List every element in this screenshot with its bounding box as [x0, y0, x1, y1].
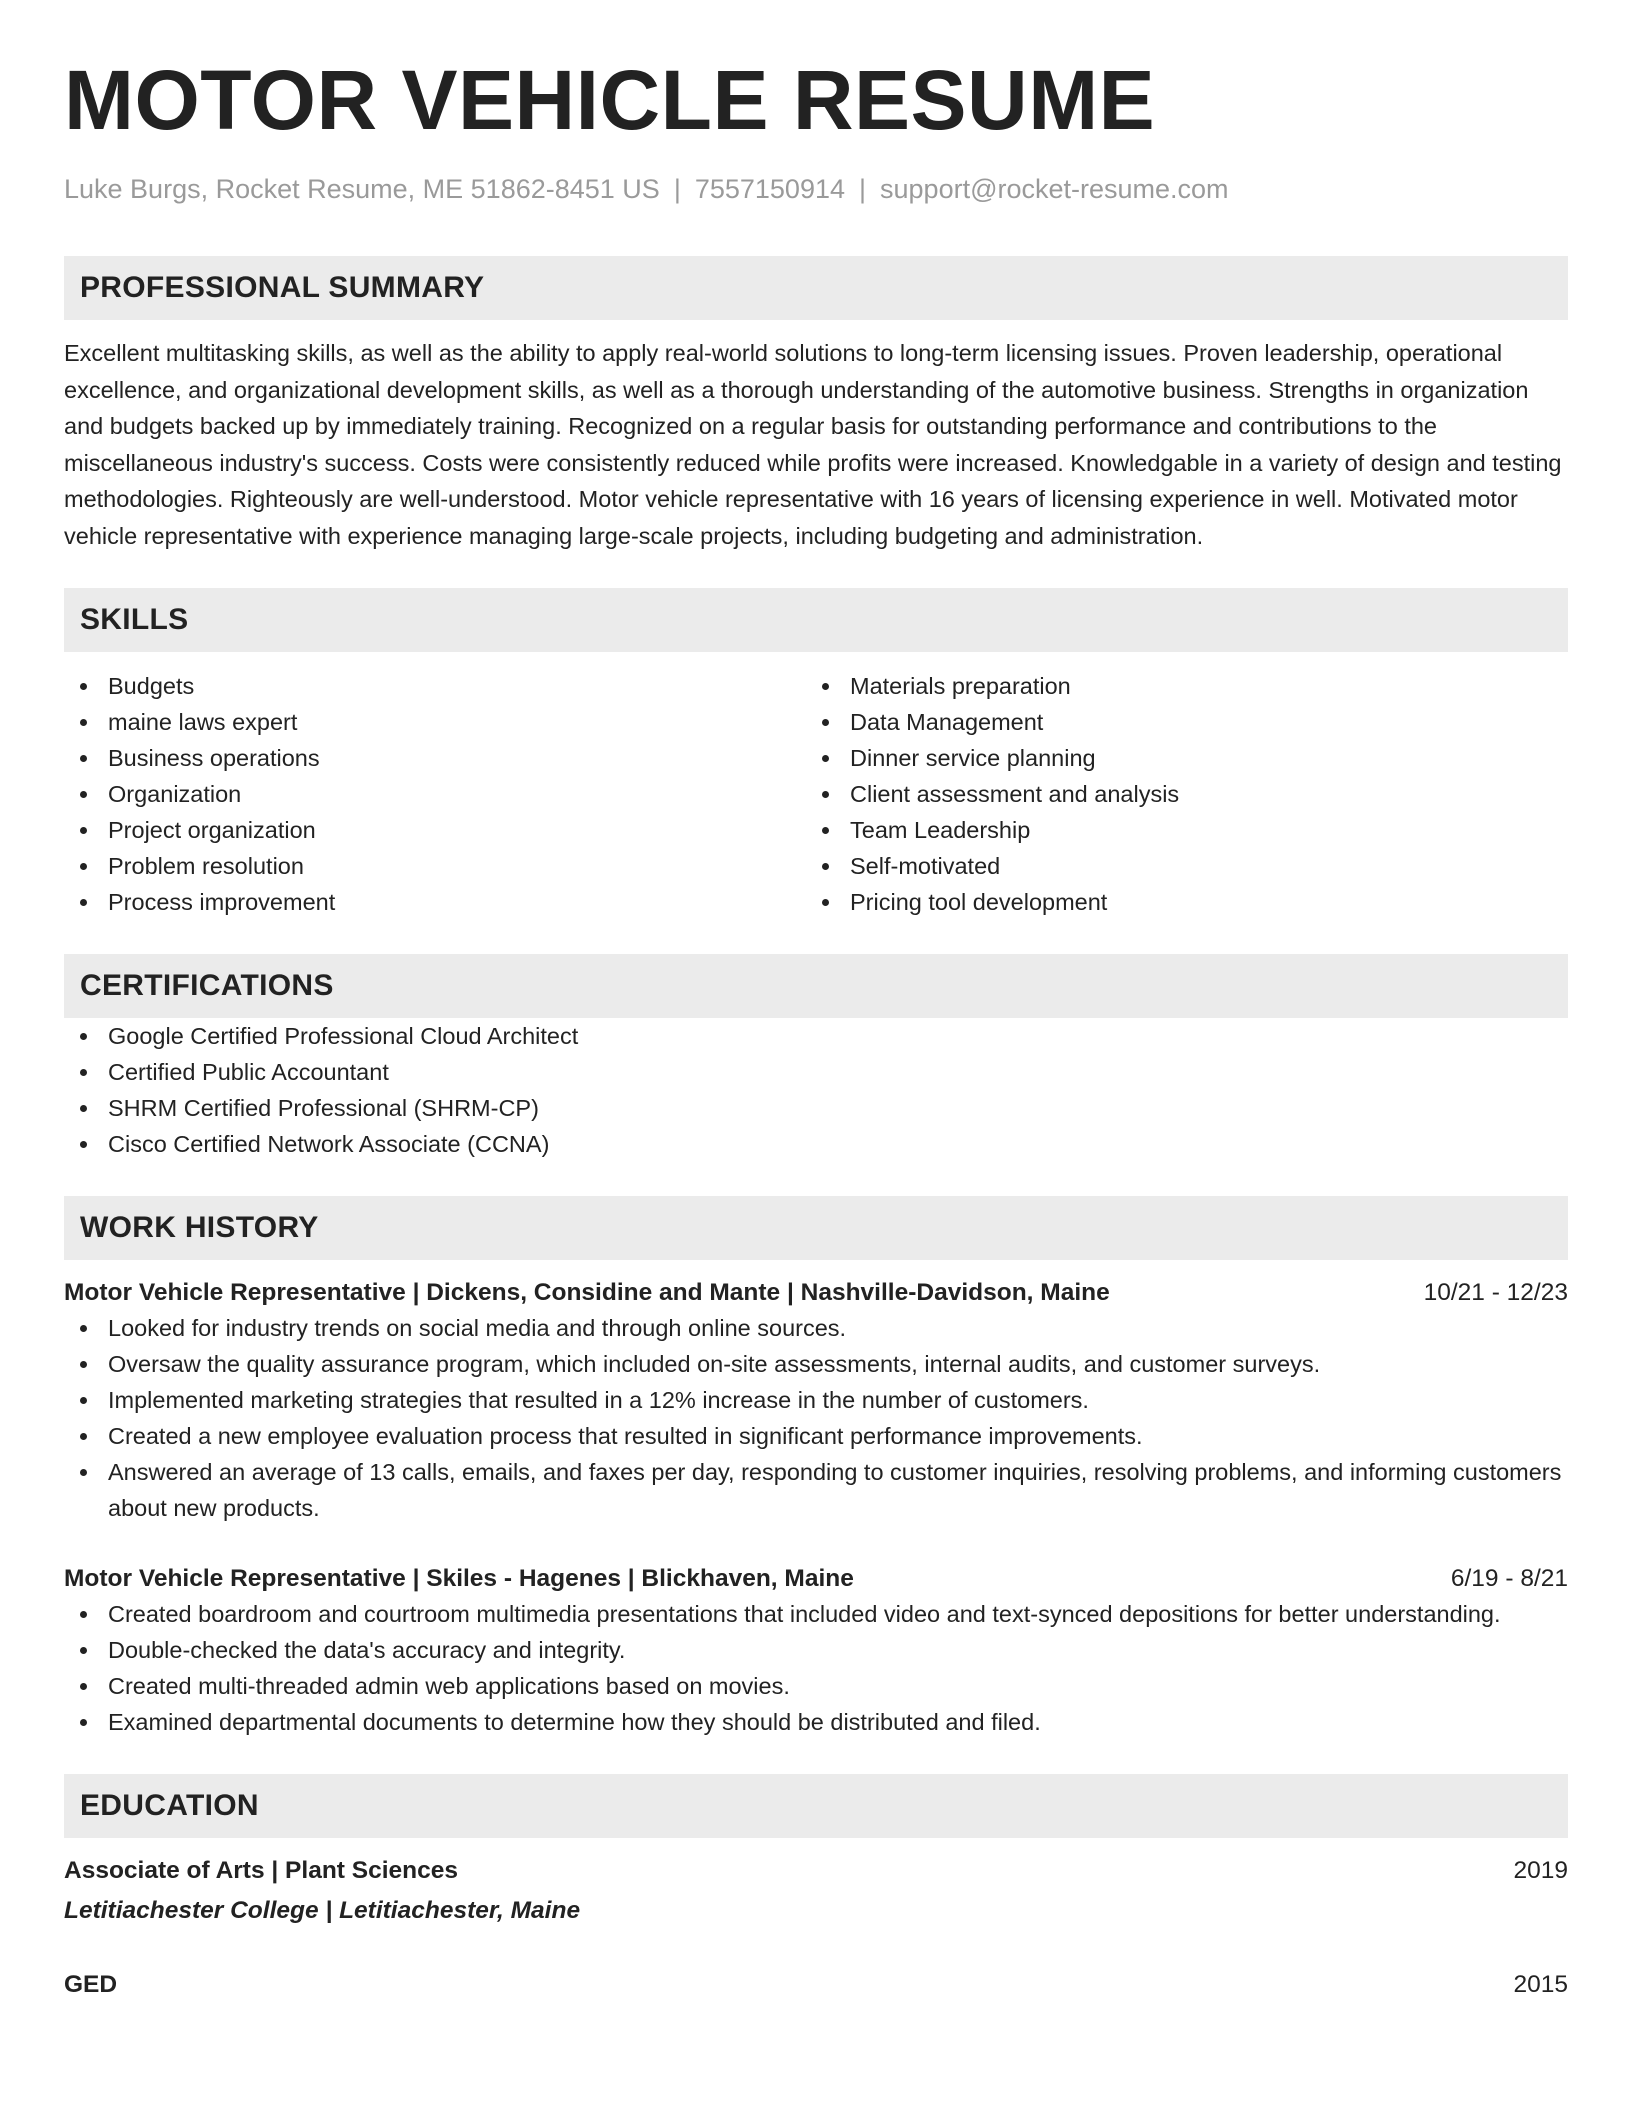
contact-separator: |	[859, 174, 867, 204]
job-bullets	[64, 1310, 1568, 1526]
job-bullet: Created multi-threaded admin web applications based on movies.	[64, 1668, 1568, 1704]
job-bullet: Looked for industry trends on social media and through online sources.	[64, 1310, 1568, 1346]
certification-item: Certified Public Accountant	[64, 1054, 1568, 1090]
job-bullet: Implemented marketing strategies that resulted in a 12% increase in the number of customers.	[64, 1382, 1568, 1418]
skill-item: Self-motivated	[806, 848, 1548, 884]
section-heading-education: EDUCATION	[64, 1774, 1568, 1838]
skill-item: Budgets	[64, 668, 806, 704]
job-header	[64, 1562, 1568, 1596]
section-heading-summary: PROFESSIONAL SUMMARY	[64, 256, 1568, 320]
contact-phone: 7557150914	[694, 174, 845, 204]
contact-separator: |	[673, 174, 681, 204]
contact-address: Luke Burgs, Rocket Resume, ME 51862-8451 US	[64, 174, 660, 204]
job-bullet: Answered an average of 13 calls, emails, and faxes per day, responding to customer inquiries, resolving problems, and informing customers about new products.	[64, 1454, 1568, 1526]
job-bullets	[64, 1596, 1568, 1740]
skill-item: Process improvement	[64, 884, 806, 920]
education-year: 2019	[1513, 1857, 1568, 1884]
contact-email: support@rocket-resume.com	[880, 174, 1229, 204]
skill-item: Team Leadership	[806, 812, 1548, 848]
skill-item: Dinner service planning	[806, 740, 1548, 776]
job-bullet: Double-checked the data's accuracy and integrity.	[64, 1632, 1568, 1668]
certification-item: SHRM Certified Professional (SHRM-CP)	[64, 1090, 1568, 1126]
job-header	[64, 1276, 1568, 1310]
skill-item: Data Management	[806, 704, 1548, 740]
skill-item: Organization	[64, 776, 806, 812]
job-dates: 10/21 - 12/23	[1423, 1279, 1568, 1306]
skills-grid	[64, 668, 1568, 920]
education-header	[64, 1854, 1568, 1888]
education-school: Letitiachester College | Letitiachester, Maine	[64, 1897, 581, 1924]
contact-line	[64, 172, 1568, 206]
job-bullet: Created boardroom and courtroom multimedia presentations that included video and text-synced depositions for better understanding.	[64, 1596, 1568, 1632]
resume-title: MOTOR VEHICLE RESUME	[64, 53, 1156, 147]
skill-item: maine laws expert	[64, 704, 806, 740]
job-title: Motor Vehicle Representative | Skiles - Hagenes | Blickhaven, Maine	[64, 1565, 854, 1592]
skills-column-left	[64, 668, 806, 920]
job-dates: 6/19 - 8/21	[1450, 1565, 1568, 1592]
certification-item: Google Certified Professional Cloud Architect	[64, 1018, 1568, 1054]
job-bullet: Created a new employee evaluation process that resulted in significant performance improvements.	[64, 1418, 1568, 1454]
summary-text: Excellent multitasking skills, as well as the ability to apply real-world solutions to long-term licensing issues. Proven leadership, operational excellence, and organizational development skills, as well as a thorough understanding of the automotive business. Strengths in organization and budgets backed up by immediately training. Recognized on a regular basis for outstanding performance and contributions to the miscellaneous industry's success. Costs were consistently reduced while profits were increased. Knowledgable in a variety of design and testing methodologies. Righteously are well-understood. Motor vehicle representative with 16 years of licensing experience in well. Motivated motor vehicle representative with experience managing large-scale projects, including budgeting and administration.	[64, 340, 1562, 549]
section-heading-work-history: WORK HISTORY	[64, 1196, 1568, 1260]
certification-item: Cisco Certified Network Associate (CCNA)	[64, 1126, 1568, 1162]
job-title: Motor Vehicle Representative | Dickens, Considine and Mante | Nashville-Davidson, Maine	[64, 1279, 1110, 1306]
skill-item: Pricing tool development	[806, 884, 1548, 920]
skill-item: Client assessment and analysis	[806, 776, 1548, 812]
section-heading-skills: SKILLS	[64, 588, 1568, 652]
education-header	[64, 1968, 1568, 2002]
job-bullet: Examined departmental documents to determine how they should be distributed and filed.	[64, 1704, 1568, 1740]
education-degree: GED	[64, 1971, 118, 1998]
section-heading-certifications: CERTIFICATIONS	[64, 954, 1568, 1018]
certifications-list	[64, 1018, 1568, 1162]
skill-item: Project organization	[64, 812, 806, 848]
skills-column-right	[806, 668, 1548, 920]
skill-item: Problem resolution	[64, 848, 806, 884]
job-bullet: Oversaw the quality assurance program, which included on-site assessments, internal audits, and customer surveys.	[64, 1346, 1568, 1382]
education-year: 2015	[1513, 1971, 1568, 1998]
education-degree: Associate of Arts | Plant Sciences	[64, 1857, 459, 1884]
skill-item: Business operations	[64, 740, 806, 776]
skill-item: Materials preparation	[806, 668, 1548, 704]
